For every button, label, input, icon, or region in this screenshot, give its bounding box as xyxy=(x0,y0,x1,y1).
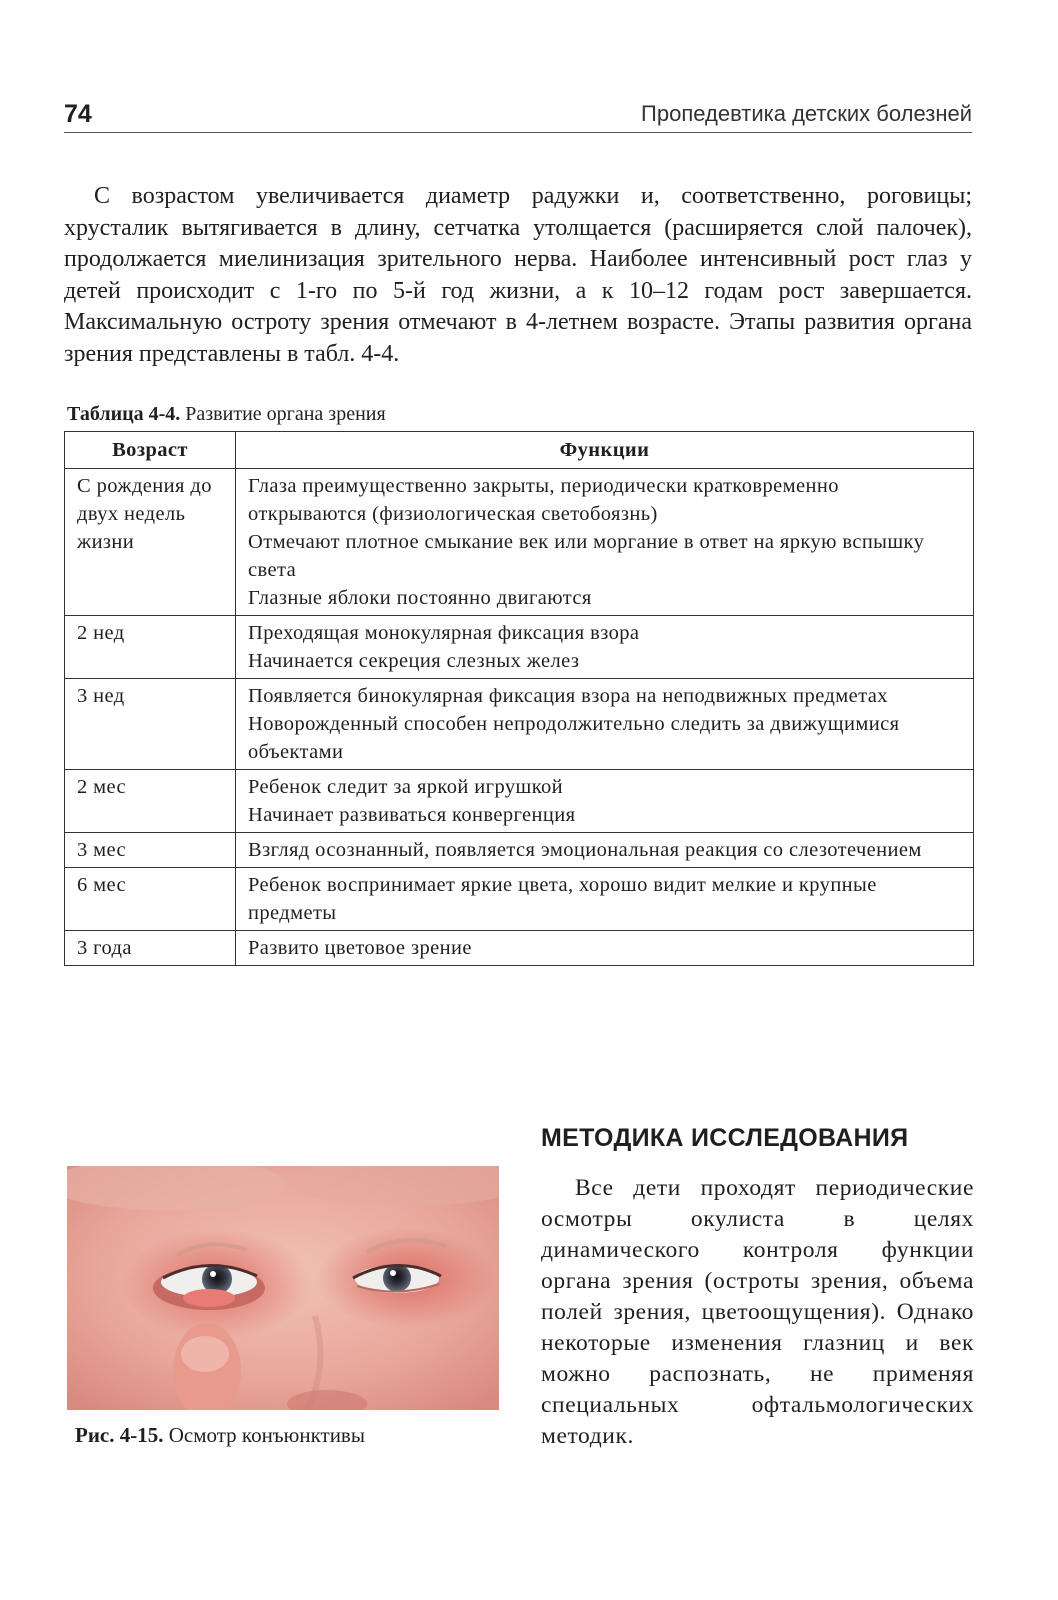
function-item: Новорожденный способен непродолжительно следить за движущимися объектами xyxy=(248,713,900,763)
function-item: Начинается секреция слезных желез xyxy=(248,650,580,672)
age-cell: 6 мес xyxy=(65,868,236,931)
table-row xyxy=(65,833,974,868)
table-row xyxy=(65,679,974,770)
table-row xyxy=(65,469,974,616)
age-cell: 2 нед xyxy=(65,616,236,679)
functions-cell xyxy=(236,931,974,966)
function-item: Ребенок следит за яркой игрушкой xyxy=(248,776,564,798)
intro-paragraph-text: С возрастом увеличивается диаметр радужки и, соответственно, роговицы; хрусталик вытягивается в длину, сетчатка утолщается (расширяется слой палочек), продолжается миелинизация зрительного нерва. Наиболее интенсивный рост глаз у детей происходит с 1-го по 5-й год жизни, а к 10–12 годам рост завершается. Максимальную остроту зрения отмечают в 4-летнем возрасте. Этапы развития органа зрения представлены в табл. 4-4. xyxy=(64,183,972,367)
function-item: Преходящая монокулярная фиксация взора xyxy=(248,622,640,644)
table-caption-text: Развитие органа зрения xyxy=(185,403,386,425)
age-cell: 3 мес xyxy=(65,833,236,868)
table-row xyxy=(65,770,974,833)
column-header-functions: Функции xyxy=(236,432,974,469)
running-header: Пропедевтика детских болезней xyxy=(641,101,972,126)
functions-cell xyxy=(236,868,974,931)
section-paragraph-text: Все дети проходят периодические осмотры окулиста в целях динамического контроля функции органа зрения (остроты зрения, объема полей зрения, цветоощущения). Однако некоторые изменения глазниц и век можно распознать, не применяя специальных офтальмологических методик. xyxy=(541,1175,974,1449)
table-caption-label: Таблица 4-4. xyxy=(67,403,181,425)
conjunctiva-exam-photo xyxy=(67,1166,499,1410)
figure-caption-text: Осмотр конъюнктивы xyxy=(168,1423,365,1447)
age-cell: 3 года xyxy=(65,931,236,966)
column-header-age: Возраст xyxy=(65,432,236,469)
table-header-row xyxy=(65,432,974,469)
age-cell: 3 нед xyxy=(65,679,236,770)
function-item: Развито цветовое зрение xyxy=(248,937,472,959)
function-item: Глаза преимущественно закрыты, периодически кратковременно открываются (физиологическая светобоязнь) xyxy=(248,475,839,525)
table-row xyxy=(65,931,974,966)
functions-cell xyxy=(236,616,974,679)
intro-paragraph xyxy=(64,181,972,370)
figure-caption xyxy=(75,1423,365,1448)
age-cell: С рождения до двух недель жизни xyxy=(65,469,236,616)
functions-cell xyxy=(236,469,974,616)
section-heading: МЕТОДИКА ИССЛЕДОВАНИЯ xyxy=(541,1124,909,1152)
age-cell: 2 мес xyxy=(65,770,236,833)
function-item: Отмечают плотное смыкание век или моргание в ответ на яркую вспышку света xyxy=(248,531,925,581)
child-face-image xyxy=(67,1166,499,1410)
function-item: Взгляд осознанный, появляется эмоциональная реакция со слезотечением xyxy=(248,839,922,861)
functions-cell xyxy=(236,770,974,833)
function-item: Ребенок воспринимает яркие цвета, хорошо видит мелкие и крупные предметы xyxy=(248,874,877,924)
function-item: Начинает развиваться конвергенция xyxy=(248,804,576,826)
figure-caption-label: Рис. 4-15. xyxy=(75,1423,164,1447)
functions-cell xyxy=(236,679,974,770)
vision-development-table xyxy=(64,431,974,966)
table-caption xyxy=(67,403,386,426)
functions-cell xyxy=(236,833,974,868)
page-number: 74 xyxy=(64,100,92,128)
table-row xyxy=(65,868,974,931)
section-paragraph xyxy=(541,1173,974,1452)
function-item: Появляется бинокулярная фиксация взора на неподвижных предметах xyxy=(248,685,888,707)
function-item: Глазные яблоки постоянно двигаются xyxy=(248,587,592,609)
table-row xyxy=(65,616,974,679)
header-rule xyxy=(64,132,972,133)
